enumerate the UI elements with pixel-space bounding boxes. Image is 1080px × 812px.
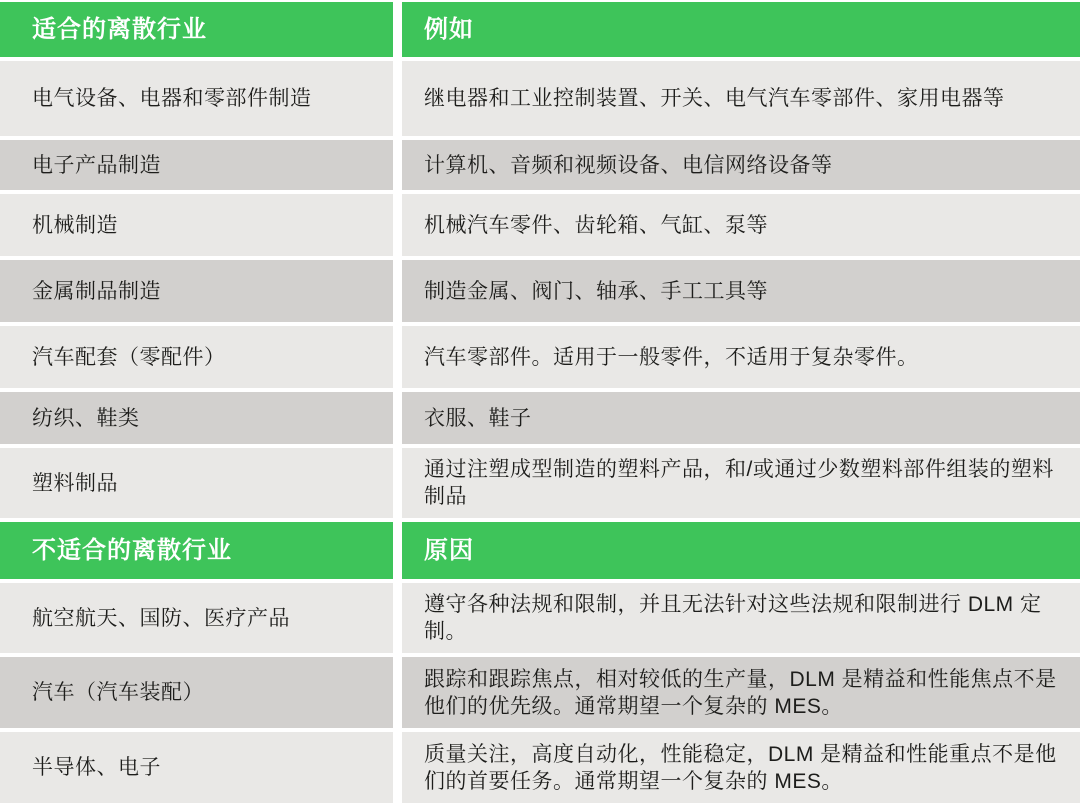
industry-cell: 电子产品制造	[0, 140, 393, 190]
detail-cell: 遵守各种法规和限制，并且无法针对这些法规和限制进行 DLM 定制。	[402, 583, 1080, 653]
detail-cell: 汽车零部件。适用于一般零件，不适用于复杂零件。	[402, 326, 1080, 388]
table-row	[0, 140, 1080, 190]
column-divider	[393, 194, 402, 256]
detail-cell: 机械汽车零件、齿轮箱、气缸、泵等	[402, 194, 1080, 256]
column-divider	[393, 522, 402, 579]
table-row	[0, 392, 1080, 444]
industry-cell: 汽车（汽车装配）	[0, 657, 393, 728]
detail-cell: 制造金属、阀门、轴承、手工工具等	[402, 260, 1080, 322]
table-row	[0, 583, 1080, 653]
column-divider	[393, 392, 402, 444]
table-row	[0, 657, 1080, 728]
industry-cell: 机械制造	[0, 194, 393, 256]
column-divider	[393, 260, 402, 322]
table-row	[0, 448, 1080, 518]
header-suitable-industries-label: 适合的离散行业	[0, 2, 393, 57]
column-divider	[393, 583, 402, 653]
column-divider	[393, 657, 402, 728]
detail-cell: 质量关注，高度自动化，性能稳定，DLM 是精益和性能重点不是他们的首要任务。通常期望一个复杂的 MES。	[402, 732, 1080, 803]
section-header-suitable	[0, 2, 1080, 57]
column-divider	[393, 326, 402, 388]
detail-cell: 继电器和工业控制装置、开关、电气汽车零部件、家用电器等	[402, 61, 1080, 136]
table-row	[0, 61, 1080, 136]
detail-cell: 通过注塑成型制造的塑料产品，和/或通过少数塑料部件组装的塑料制品	[402, 448, 1080, 518]
industry-cell: 航空航天、国防、医疗产品	[0, 583, 393, 653]
industry-cell: 汽车配套（零配件）	[0, 326, 393, 388]
header-reason-label: 原因	[402, 522, 1080, 579]
section-header-unsuitable	[0, 522, 1080, 579]
column-divider	[393, 140, 402, 190]
detail-cell: 衣服、鞋子	[402, 392, 1080, 444]
column-divider	[393, 61, 402, 136]
industry-cell: 金属制品制造	[0, 260, 393, 322]
industry-cell: 半导体、电子	[0, 732, 393, 803]
industry-cell: 电气设备、电器和零部件制造	[0, 61, 393, 136]
column-divider	[393, 448, 402, 518]
table-row	[0, 260, 1080, 322]
header-example-label: 例如	[402, 2, 1080, 57]
column-divider	[393, 2, 402, 57]
table-row	[0, 326, 1080, 388]
industry-cell: 塑料制品	[0, 448, 393, 518]
detail-cell: 跟踪和跟踪焦点，相对较低的生产量，DLM 是精益和性能焦点不是他们的优先级。通常期望一个复杂的 MES。	[402, 657, 1080, 728]
table-row	[0, 732, 1080, 803]
industry-cell: 纺织、鞋类	[0, 392, 393, 444]
table-row	[0, 194, 1080, 256]
header-unsuitable-industries-label: 不适合的离散行业	[0, 522, 393, 579]
column-divider	[393, 732, 402, 803]
detail-cell: 计算机、音频和视频设备、电信网络设备等	[402, 140, 1080, 190]
